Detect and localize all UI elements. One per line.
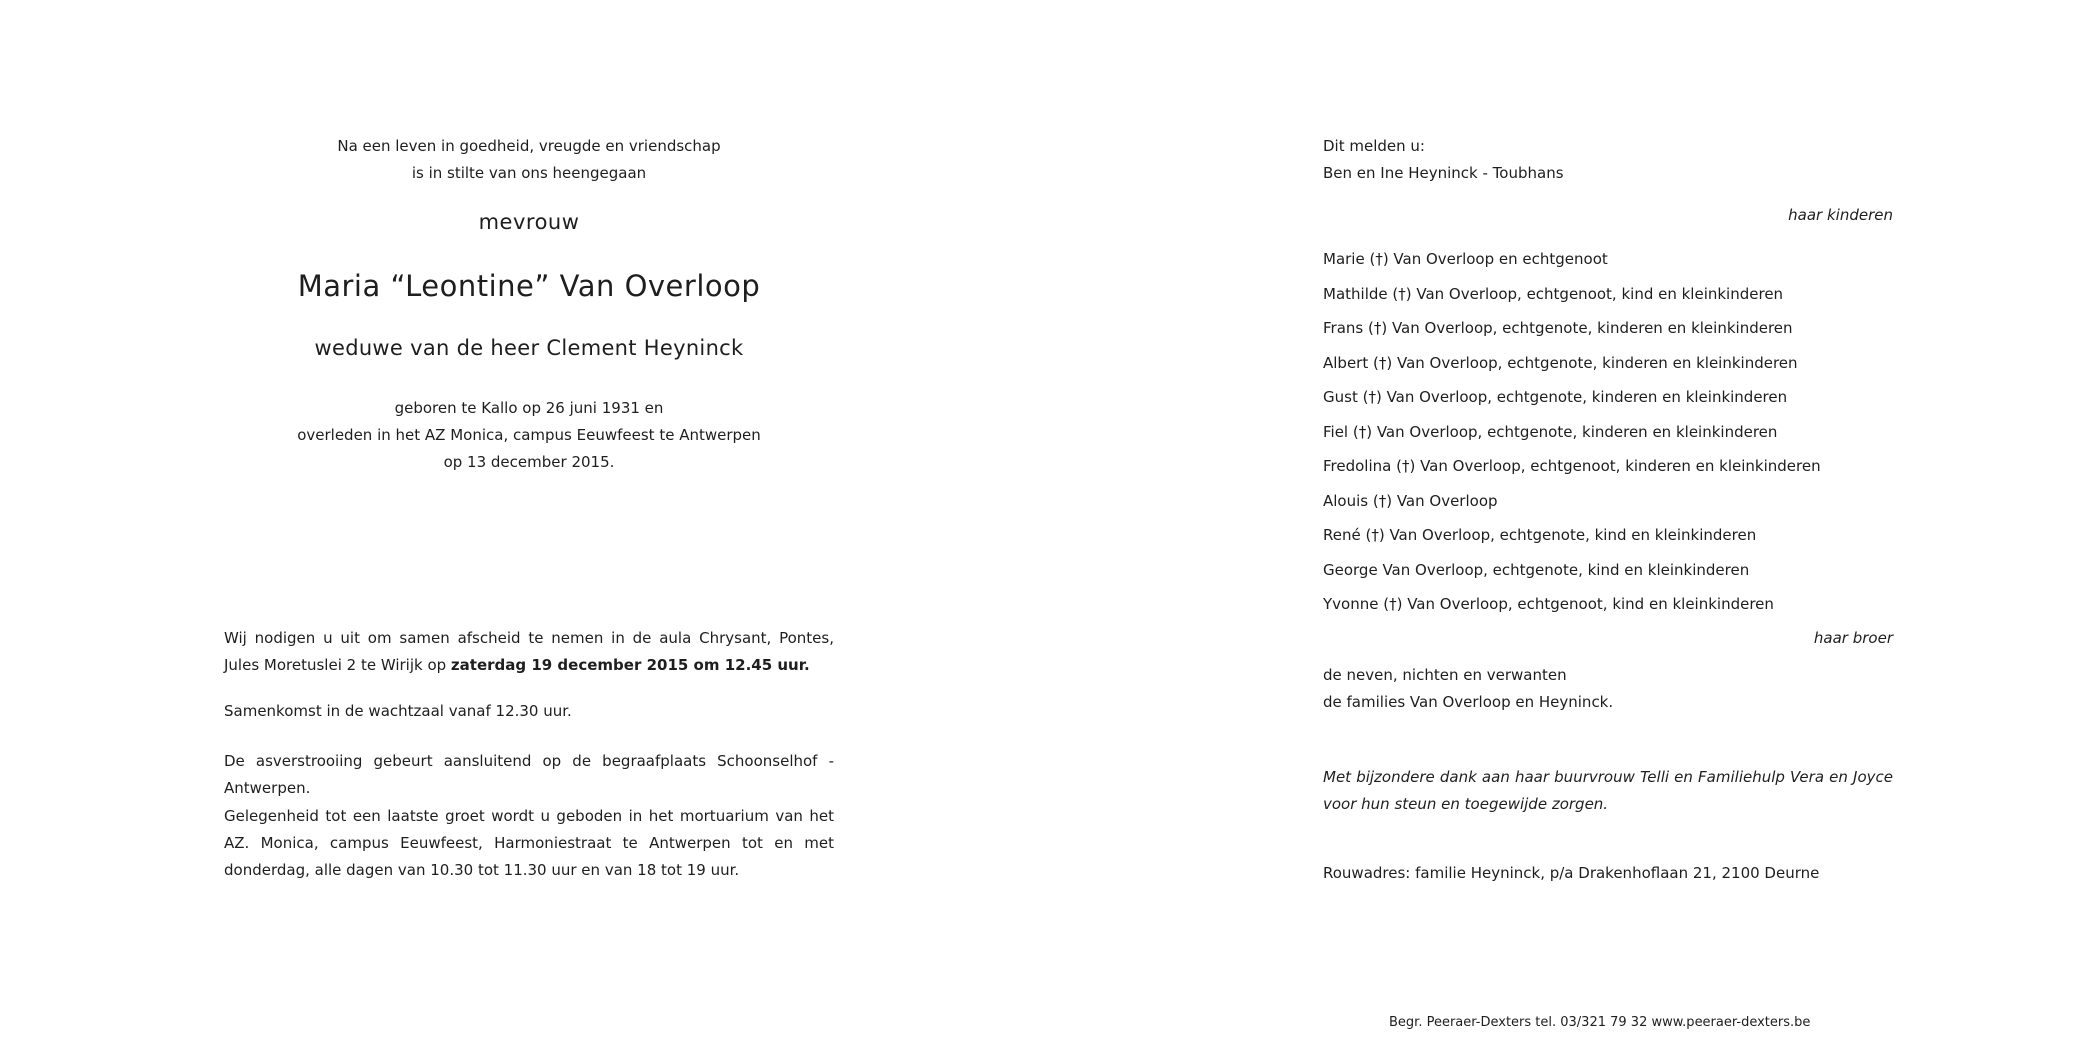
widow-of: weduwe van de heer Clement Heyninck: [314, 336, 744, 360]
birth-death-info: [224, 395, 834, 476]
list-item: Gust (†) Van Overloop, echtgenote, kinderen en kleinkinderen: [1323, 388, 1788, 406]
list-item: René (†) Van Overloop, echtgenote, kind en kleinkinderen: [1323, 526, 1757, 544]
list-item: George Van Overloop, echtgenote, kind en kleinkinderen: [1323, 560, 1750, 579]
intro-text: [224, 133, 834, 187]
relatives-line-2: de families Van Overloop en Heyninck.: [1323, 693, 1614, 711]
children-label: haar kinderen: [1788, 206, 1893, 224]
list-item: Frans (†) Van Overloop, echtgenote, kinderen en kleinkinderen: [1323, 319, 1793, 337]
invitation-text: Wij nodigen u uit om samen afscheid te nemen in de aula Chrysant, Pontes, Jules Moretuslei 2 te Wirijk op: [224, 629, 834, 674]
announcers-label: Dit melden u:: [1323, 137, 1425, 155]
list-item: Fredolina (†) Van Overloop, echtgenoot, kinderen en kleinkinderen: [1323, 457, 1821, 475]
intro-line-1: Na een leven in goedheid, vreugde en vriendschap: [337, 137, 721, 155]
invitation-paragraph: [224, 625, 834, 679]
footer-credit: Begr. Peeraer-Dexters tel. 03/321 79 32 www.peeraer-dexters.be: [1389, 1015, 1811, 1030]
list-item: Alouis (†) Van Overloop: [1323, 491, 1498, 510]
list-item: Marie (†) Van Overloop en echtgenoot: [1323, 250, 1608, 268]
ash-scattering-paragraph: De asverstrooiing gebeurt aansluitend op de begraafplaats Schoonselhof - Antwerpen.: [224, 752, 834, 797]
list-item: Fiel (†) Van Overloop, echtgenote, kinderen en kleinkinderen: [1323, 422, 1778, 441]
deceased-name: Maria “Leontine” Van Overloop: [297, 269, 761, 303]
list-item: Albert (†) Van Overloop, echtgenote, kinderen en kleinkinderen: [1323, 353, 1798, 372]
list-item: Mathilde (†) Van Overloop, echtgenoot, kind en kleinkinderen: [1323, 284, 1784, 303]
gathering-paragraph: Samenkomst in de wachtzaal vanaf 12.30 uur.: [224, 702, 572, 720]
born-line-3: op 13 december 2015.: [443, 453, 615, 471]
born-line-2: overleden in het AZ Monica, campus Eeuwfeest te Antwerpen: [297, 426, 761, 444]
intro-line-2: is in stilte van ons heengegaan: [411, 164, 647, 182]
relatives-block: [1323, 662, 1893, 716]
born-line-1: geboren te Kallo op 26 juni 1931 en: [394, 399, 664, 417]
mourning-address: Rouwadres: familie Heyninck, p/a Drakenhoflaan 21, 2100 Deurne: [1323, 864, 1820, 882]
invitation-date: zaterdag 19 december 2015 om 12.45 uur.: [450, 656, 810, 674]
thanks-paragraph: Met bijzondere dank aan haar buurvrouw Telli en Familiehulp Vera en Joyce voor hun steun en toegewijde zorgen.: [1323, 768, 1893, 813]
announcers-block: [1323, 133, 1893, 187]
children-names: Ben en Ine Heyninck - Toubhans: [1323, 164, 1564, 182]
viewing-paragraph: Gelegenheid tot een laatste groet wordt u geboden in het mortuarium van het AZ. Monica, campus Eeuwfeest, Harmoniestraat te Antwerpen tot en met donderdag, alle dagen van 10.30 tot 11.30 uur en van 18 tot 19 uur.: [224, 807, 834, 879]
siblings-list: [1323, 246, 1943, 626]
siblings-label: haar broer: [1813, 629, 1893, 647]
relatives-line-1: de neven, nichten en verwanten: [1323, 666, 1567, 684]
salutation: mevrouw: [478, 210, 580, 234]
list-item: Yvonne (†) Van Overloop, echtgenoot, kind en kleinkinderen: [1323, 595, 1774, 613]
